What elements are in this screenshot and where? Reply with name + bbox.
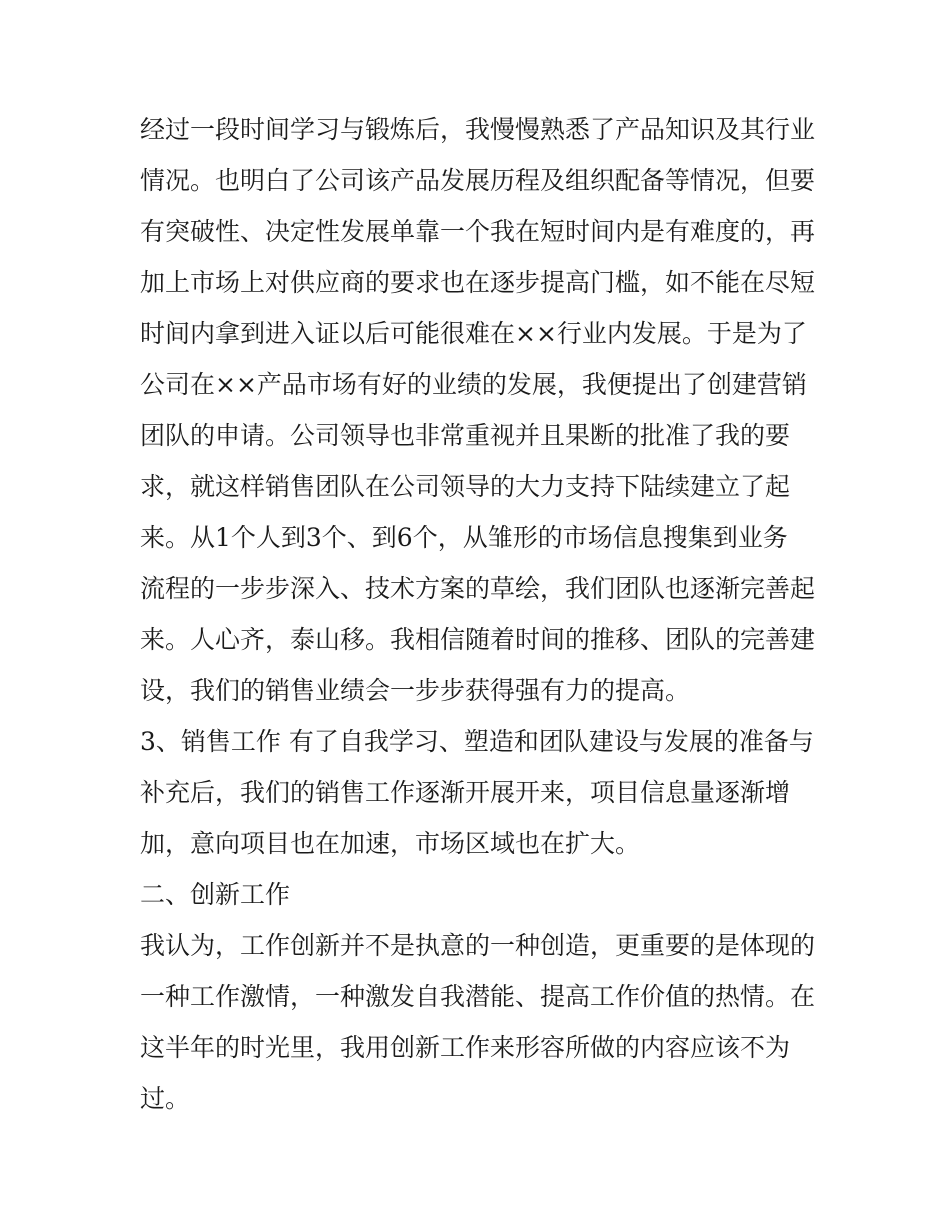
text-line: 过。 bbox=[140, 1084, 191, 1113]
text-line: 来。从1个人到3个、到6个，从雏形的市场信息搜集到业务 bbox=[140, 523, 788, 552]
text-line: 加上市场上对供应商的要求也在逐步提高门槛，如不能在尽短 bbox=[140, 268, 816, 297]
text-line: 设，我们的销售业绩会一步步获得强有力的提高。 bbox=[140, 676, 691, 705]
text-line: 加，意向项目也在加速，市场区域也在扩大。 bbox=[140, 829, 641, 858]
text-line: 有突破性、决定性发展单靠一个我在短时间内是有难度的，再 bbox=[140, 217, 816, 246]
text-line: 这半年的时光里，我用创新工作来形容所做的内容应该不为 bbox=[140, 1033, 791, 1062]
text-line: 补充后，我们的销售工作逐渐开展开来，项目信息量逐渐增 bbox=[140, 778, 791, 807]
text-line: 我认为，工作创新并不是执意的一种创造，更重要的是体现的 bbox=[140, 931, 816, 960]
text-line: 时间内拿到进入证以后可能很难在××行业内发展。于是为了 bbox=[140, 319, 807, 348]
text-line: 一种工作激情，一种激发自我潜能、提高工作价值的热情。在 bbox=[140, 982, 816, 1011]
text-line: 求，就这样销售团队在公司领导的大力支持下陆续建立了起 bbox=[140, 472, 791, 501]
text-line: 团队的申请。公司领导也非常重视并且果断的批准了我的要 bbox=[140, 421, 791, 450]
text-line: 经过一段时间学习与锻炼后，我慢慢熟悉了产品知识及其行业 bbox=[140, 115, 816, 144]
document-body bbox=[140, 104, 815, 1124]
text-line: 情况。也明白了公司该产品发展历程及组织配备等情况，但要 bbox=[140, 166, 816, 195]
section-heading-innovation: 二、创新工作 bbox=[140, 880, 291, 909]
text-line: 来。人心齐，泰山移。我相信随着时间的推移、团队的完善建 bbox=[140, 625, 816, 654]
section-heading-sales-work: 3、销售工作 有了自我学习、塑造和团队建设与发展的准备与 bbox=[140, 727, 814, 756]
text-line: 公司在××产品市场有好的业绩的发展，我便提出了创建营销 bbox=[140, 370, 807, 399]
text-line: 流程的一步步深入、技术方案的草绘，我们团队也逐渐完善起 bbox=[140, 574, 816, 603]
